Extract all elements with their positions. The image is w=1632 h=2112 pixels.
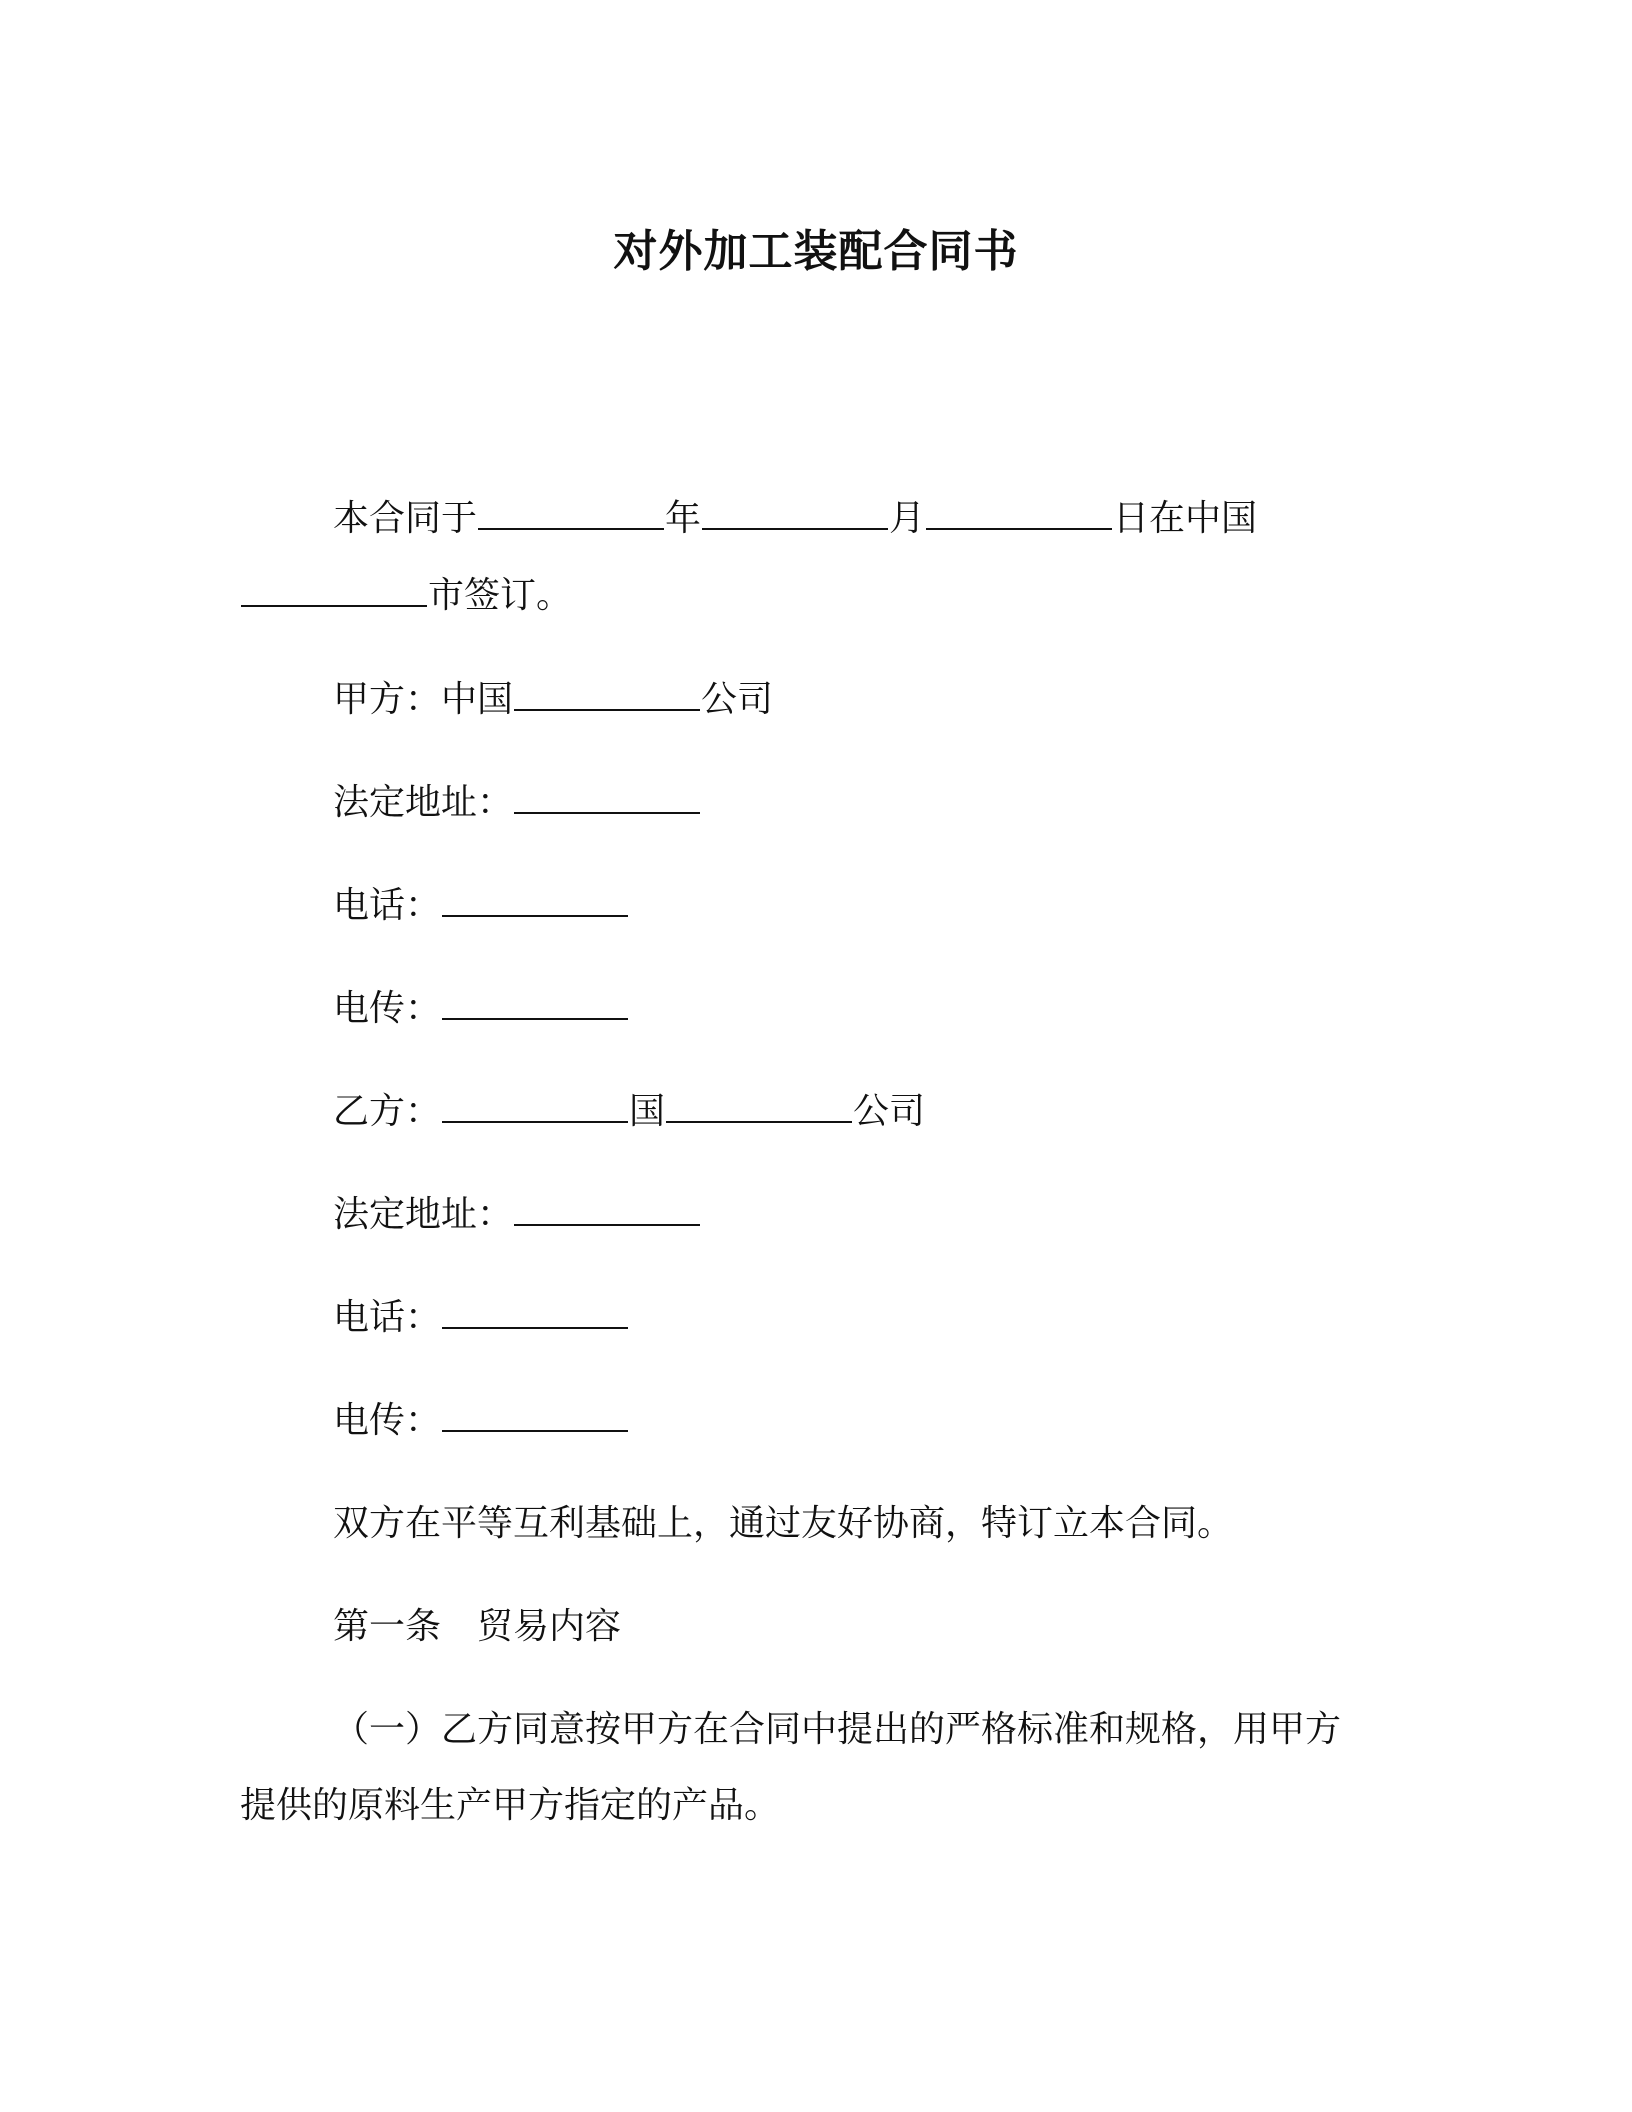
party-a-fax-blank	[442, 984, 628, 1020]
intro-prefix: 本合同于	[333, 498, 478, 539]
article-1-heading: 第一条 贸易内容	[333, 1606, 622, 1647]
party-a-name	[333, 675, 773, 725]
party-b-country-suffix: 国	[629, 1091, 666, 1132]
city-blank	[241, 571, 427, 607]
intro-line-2	[240, 571, 572, 621]
party-b-company-blank	[666, 1087, 852, 1123]
year-blank	[478, 494, 664, 530]
party-b-phone-label: 电话：	[333, 1297, 442, 1338]
party-b-company-suffix: 公司	[853, 1091, 926, 1132]
party-b-phone	[333, 1293, 629, 1343]
intro-year: 年	[665, 498, 702, 539]
party-a-fax-label: 电传：	[333, 988, 442, 1029]
agreement-statement: 双方在平等互利基础上，通过友好协商，特订立本合同。	[333, 1503, 1234, 1544]
party-a-label: 甲方：中国	[333, 679, 514, 720]
article-1-clause-1-line-2: 提供的原料生产甲方指定的产品。	[240, 1785, 781, 1826]
party-a-fax	[333, 984, 629, 1034]
party-a-company-blank	[514, 675, 700, 711]
intro-day-location: 日在中国	[1113, 498, 1258, 539]
party-a-address	[333, 778, 701, 828]
intro-line-1	[333, 494, 1257, 544]
intro-month: 月	[889, 498, 926, 539]
party-b-address-label: 法定地址：	[333, 1194, 514, 1235]
party-b-fax-label: 电传：	[333, 1400, 442, 1441]
party-a-address-label: 法定地址：	[333, 782, 514, 823]
party-a-company-suffix: 公司	[701, 679, 774, 720]
intro-city-suffix: 市签订。	[428, 575, 573, 616]
party-a-phone	[333, 881, 629, 931]
article-1-clause-1-line-1: （一）乙方同意按甲方在合同中提出的严格标准和规格，用甲方	[333, 1709, 1342, 1750]
party-b-name	[333, 1087, 925, 1137]
month-blank	[702, 494, 888, 530]
party-a-address-blank	[514, 778, 700, 814]
day-blank	[926, 494, 1112, 530]
party-b-label: 乙方：	[333, 1091, 442, 1132]
party-b-address	[333, 1190, 701, 1240]
party-b-country-blank	[442, 1087, 628, 1123]
party-a-phone-label: 电话：	[333, 885, 442, 926]
party-b-fax-blank	[442, 1396, 628, 1432]
party-a-phone-blank	[442, 881, 628, 917]
party-b-address-blank	[514, 1190, 700, 1226]
document-title: 对外加工装配合同书	[613, 226, 1019, 277]
party-b-fax	[333, 1396, 629, 1446]
party-b-phone-blank	[442, 1293, 628, 1329]
